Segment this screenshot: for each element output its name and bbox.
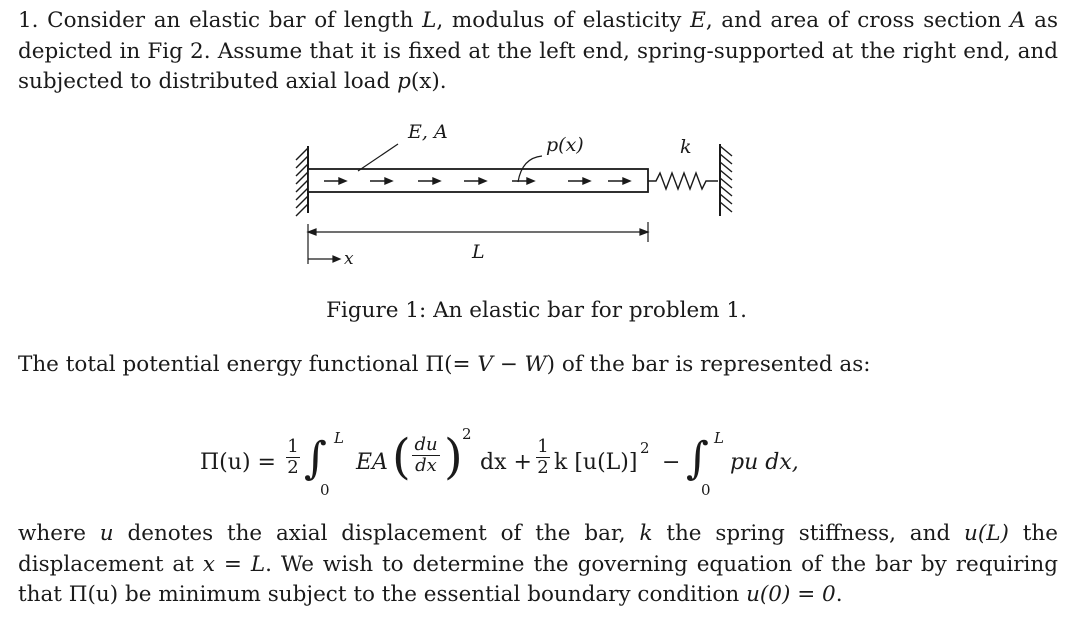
closing-paragraph: where u denotes the axial displacement of the bar, k the spring stiffness, and u(L) the displacement at x = L. We wish to determine the governing equation of the bar by requiring that Π(u) be minimum subject to the essential boundary condition u(0) = 0. bbox=[18, 521, 1058, 607]
int2-upper-limit: L bbox=[714, 429, 724, 447]
eq-ea: EA bbox=[356, 450, 388, 475]
right-paren: ) bbox=[444, 429, 463, 485]
label-ea: E, A bbox=[408, 121, 448, 143]
spring bbox=[648, 173, 718, 189]
eq-lhs: Π(u) = bbox=[200, 450, 276, 475]
problem-number: 1. bbox=[18, 8, 39, 33]
problem-statement: 1. Consider an elastic bar of length L, modulus of elasticity E, and area of cross section A as depicted in Fig 2. Assume that it is fixed at the left end, spring-supported at the right end, and subjected to distributed axial load p(x). bbox=[18, 8, 1059, 94]
int-lower-limit: 0 bbox=[320, 481, 330, 499]
integral-sign-2: ∫ bbox=[686, 433, 709, 484]
label-k: k bbox=[680, 136, 692, 158]
fixed-support bbox=[296, 146, 308, 216]
eq-square-2: 2 bbox=[640, 439, 650, 457]
x-axis-arrow bbox=[308, 256, 340, 262]
eq-half-fraction: 1 2 bbox=[287, 436, 299, 478]
functional-intro: The total potential energy functional Π(= V − W) of the bar is represented as: bbox=[18, 352, 871, 377]
eq-load-term: pu dx, bbox=[730, 450, 799, 475]
eq-derivative: du dx bbox=[412, 435, 440, 476]
label-x: x bbox=[344, 249, 354, 269]
int-upper-limit: L bbox=[334, 429, 344, 447]
eq-square: 2 bbox=[462, 425, 472, 443]
ea-leader-line bbox=[358, 144, 398, 171]
figure-caption: Figure 1: An elastic bar for problem 1. bbox=[326, 298, 747, 323]
spring-support-wall bbox=[720, 144, 732, 216]
left-paren: ( bbox=[392, 429, 411, 485]
eq-half-fraction-2: 1 2 bbox=[537, 436, 549, 478]
label-length: L bbox=[472, 241, 485, 263]
label-px: p(x) bbox=[546, 134, 584, 156]
int2-lower-limit: 0 bbox=[701, 481, 711, 499]
eq-minus: − bbox=[662, 450, 681, 475]
eq-dx-term: dx + bbox=[480, 450, 532, 475]
integral-sign: ∫ bbox=[304, 433, 327, 484]
elastic-bar-figure bbox=[286, 118, 766, 278]
eq-spring-term: k [u(L)] bbox=[554, 450, 638, 475]
